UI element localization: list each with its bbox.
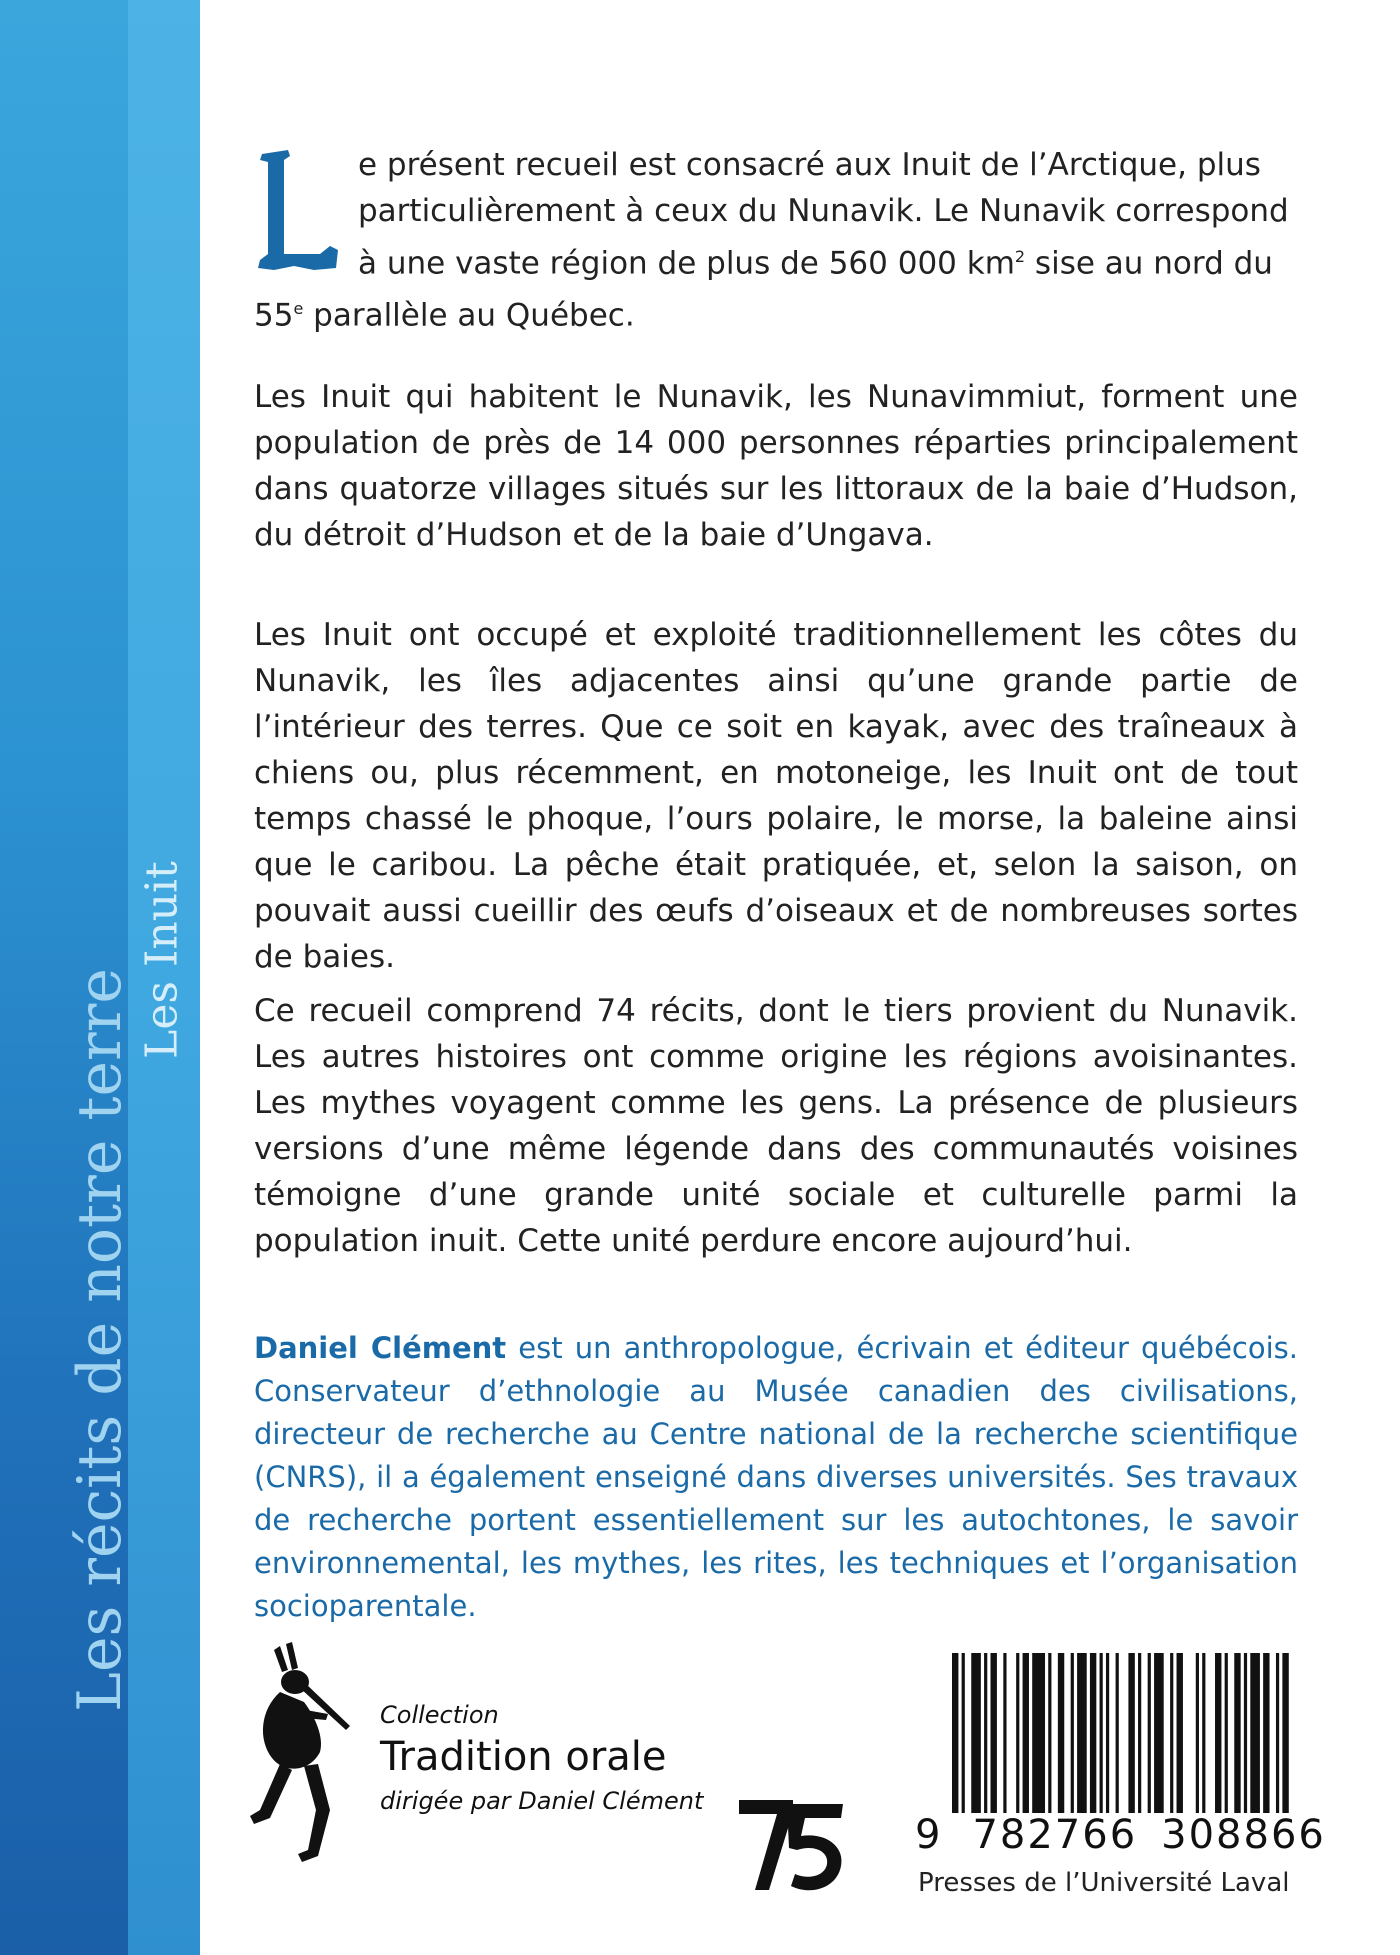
barcode-bar [1154, 1653, 1164, 1813]
author-bio [254, 1327, 1298, 1628]
isbn-first-digit: 9 [915, 1812, 943, 1858]
barcode-bar [1250, 1653, 1260, 1813]
spine-band [0, 0, 200, 1955]
spine-subtitle: Les Inuit [136, 861, 188, 1059]
isbn-number [915, 1812, 1326, 1858]
author-bio-text: est un anthropologue, écrivain et éditeur québécois. Conservateur d’ethnologie au Musée canadien des civilisations, directeur de recherche au Centre national de la recherche scientifique (CNRS), il a également enseigné dans diverses universités. Ses travaux de recherche portent essentiellement sur les autochtones, le savoir environnemental, les mythes, les rites, les techniques et l’organisation socioparentale. [254, 1331, 1298, 1623]
barcode-bar [1148, 1653, 1151, 1813]
author-name: Daniel Clément [254, 1331, 507, 1365]
barcode-bar [1196, 1653, 1199, 1813]
barcode-bar [1128, 1653, 1134, 1813]
isbn-group-1: 782766 [972, 1812, 1138, 1858]
barcode-bar [1032, 1653, 1045, 1813]
barcode-bar [984, 1653, 987, 1813]
intro-line-3b: sise au nord du [1025, 245, 1273, 282]
barcode-bar [1225, 1653, 1228, 1813]
barcode-bar [1177, 1653, 1183, 1813]
barcode-bar [1170, 1653, 1173, 1813]
intro-line-4b: parallèle au Québec. [303, 297, 635, 334]
barcode-bar [1234, 1653, 1240, 1813]
intro-line-3 [254, 234, 1298, 286]
intro-line-4 [254, 286, 1298, 338]
barcode-bar [1263, 1653, 1269, 1813]
barcode-bar [952, 1653, 958, 1813]
barcode-bar [1282, 1653, 1288, 1813]
paragraph-intro [254, 142, 1298, 339]
barcode-bar [1276, 1653, 1279, 1813]
barcode-bar [1202, 1653, 1205, 1813]
barcode-bar [1058, 1653, 1064, 1813]
barcode-bar [1090, 1653, 1096, 1813]
collection-name: Tradition orale [380, 1734, 667, 1780]
barcode-bar [1048, 1653, 1051, 1813]
paragraph-traditions: Les Inuit ont occupé et exploité traditionnellement les côtes du Nunavik, les îles adjacentes ainsi qu’une grande partie de l’intérieur des terres. Que ce soit en kayak, avec des traîneaux à chiens ou, plus récemment, en motoneige, les Inuit ont de tout temps chassé le phoque, l’ours polaire, le morse, la baleine ainsi que le caribou. La pêche était pratiquée, et, selon la saison, on pouvait aussi cueillir des œufs d’oiseaux et de nombreuses sortes de baies. [254, 617, 1298, 975]
barcode-bar [1138, 1653, 1141, 1813]
anniversary-75-icon [635, 1690, 850, 1895]
barcode-bar [971, 1653, 981, 1813]
paragraph-population: Les Inuit qui habitent le Nunavik, les Nunavimmiut, forment une population de près de 14 000 personnes réparties principalement dans quatorze villages situés sur les littoraux de la baie d’Hudson, du détroit d’Hudson et de la baie d’Ungava. [254, 379, 1298, 553]
barcode-bar [1215, 1653, 1221, 1813]
barcode-bar [1071, 1653, 1074, 1813]
intro-line-1: e présent recueil est consacré aux Inuit de l’Arctique, plus [358, 147, 1261, 183]
anniversary-text: 75 [635, 1690, 637, 1691]
barcode-bar [1244, 1653, 1247, 1813]
superscript-e: e [293, 299, 304, 319]
collection-block [380, 1700, 703, 1818]
paragraph-collection: Ce recueil comprend 74 récits, dont le tiers provient du Nunavik. Les autres histoires ont comme origine les régions avoisinantes. Les mythes voyagent comme les gens. La présence de plusieurs versions d’une même légende dans des communautés voisines témoigne d’une grande unité sociale et culturelle parmi la population inuit. Cette unité perdure encore aujourd’hui. [254, 993, 1298, 1259]
barcode-bar [1016, 1653, 1019, 1813]
isbn-barcode [952, 1653, 1292, 1813]
collection-label: Collection [380, 1701, 499, 1729]
barcode-bar [1003, 1653, 1006, 1813]
collection-director: dirigée par Daniel Clément [380, 1787, 704, 1815]
barcode-bar [1100, 1653, 1103, 1813]
intro-line-2: particulièrement à ceux du Nunavik. Le Nunavik correspond [358, 193, 1289, 229]
barcode-bar [1106, 1653, 1109, 1813]
kokopelli-icon [250, 1640, 380, 1880]
dropcap-letter [254, 146, 344, 276]
spine-title: Les récits de notre terre [65, 968, 135, 1712]
barcode-bar [1023, 1653, 1029, 1813]
barcode-bar [1116, 1653, 1119, 1813]
intro-line-4a: 55 [254, 297, 294, 334]
superscript-2: 2 [1014, 247, 1026, 266]
isbn-group-2: 308866 [1161, 1812, 1326, 1858]
intro-line-3a: à une vaste région de plus de 560 000 km [358, 245, 1015, 282]
barcode-bar [990, 1653, 996, 1813]
publisher-name: Presses de l’Université Laval [918, 1868, 1290, 1898]
barcode-bar [1077, 1653, 1087, 1813]
barcode-bar [962, 1653, 965, 1813]
